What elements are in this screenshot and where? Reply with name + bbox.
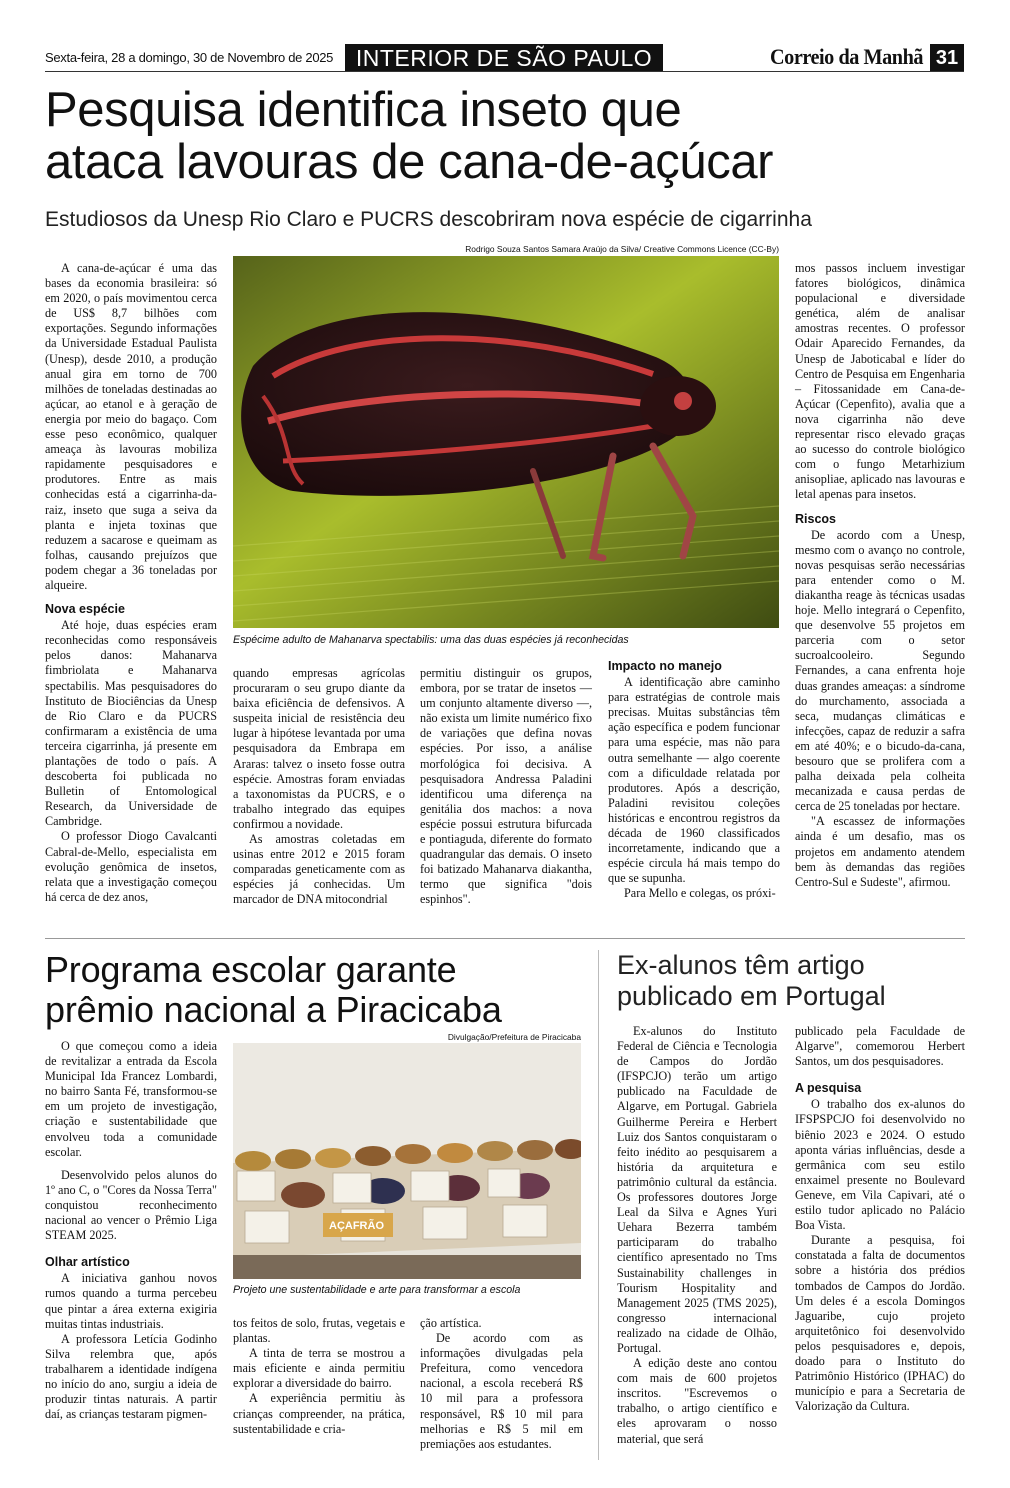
article1-col3 (420, 666, 592, 908)
article2-col1-p1: O que começou como a ideia de revitalizar a entrada da Escola Municipal Ida Francez Lombardi, no bairro Santa Fé, transformou-se em um projeto de investigação, criação e sustentabilidade que envolveu toda a comunidade escolar. (45, 1039, 217, 1159)
article3-headline-line2: publicado em Portugal (617, 981, 886, 1011)
subhead-riscos: Riscos (795, 511, 836, 526)
article3-col1-p1: Ex-alunos do Instituto Federal de Ciência e Tecnologia de Campos do Jordão (IFSPCJO) terão um artigo publicado na Faculdade de Algarve, em Portugal. Gabriela Guilherme Pereira e Herbert Luiz dos Santos conquistaram o feito inédito ao pesquisarem a história da arquitetura e patrimônio cultural da estância. Os professores doutores Jorge Leal da Silva e Agnes Yuri Uehara Bezerra também participaram do trabalho científico apresentado no Tms Sustainability challenges in Tourism Hospitality and Management 2025 (TMS 2025), congresso internacional realizado na cidade de Olhão, Portugal. (617, 1024, 777, 1355)
school-photo (233, 1043, 581, 1279)
edition-date: Sexta-feira, 28 a domingo, 30 de Novembro de 2025 (45, 50, 334, 65)
masthead-logo: Correio da Manhã (770, 44, 924, 69)
article1-headline (45, 84, 975, 188)
article3-headline (617, 950, 967, 1012)
article1-col2-p2: As amostras coletadas em usinas entre 2012 e 2015 foram comparadas geneticamente com as espécies já conhecidas. Um marcador de DNA mitocondrial (233, 832, 405, 907)
article2-photo-credit: Divulgação/Prefeitura de Piracicaba (447, 1032, 581, 1042)
article2-col1-p4: A professora Letícia Godinho Silva relembra que, após trabalharem a identidade indígena no início do ano, surgiu a ideia de produzir tintas naturais. A partir daí, as crianças testaram pigmen- (45, 1331, 217, 1422)
subhead-olhar-artistico: Olhar artístico (45, 1255, 130, 1270)
article1-col5 (795, 261, 965, 890)
article2-col1 (45, 1039, 217, 1422)
acafrao-card-label: AÇAFRÃO (329, 1220, 384, 1232)
article3-col2 (795, 1024, 965, 1414)
article1-intro: A cana-de-açúcar é uma das bases da economia brasileira: só em 2020, o país movimentou cerca de US$ 8,7 bilhões com exportações. Segundo informações da Universidade Estadual Paulista (Unesp), desde 2010, a produção anual gira em torno de 700 milhões de toneladas destinadas ao açúcar, ao etanol e à geração de energia por meio do bagaço. Com esse peso econômico, qualquer ameaça às lavouras mobiliza rapidamente pesquisadores e produtores. Entre as mais conhecidas está a cigarrinha-da-raiz, inseto que suga a seiva da planta e injeta toxinas que reduzem a sacarose e queimam as folhas, causando prejuízos que podem chegar a 36 toneladas por alqueire. (45, 261, 217, 592)
article1-col1-p2: Até hoje, duas espécies eram reconhecidas como responsáveis pelos danos: Mahanarva fimbriolata e Mahanarva spectabilis. Mas pesquisadores do Instituto de Biociências da Unesp de Rio Claro e da PUCRS confirmaram a existência de uma terceira cigarrinha, já presente em plantações de todo o país. A descoberta foi publicada no Bulletin of Entomological Research, da Universidade de Cambridge. (45, 618, 217, 829)
school-photo-image (233, 1043, 581, 1279)
article1-col2-p1: quando empresas agrícolas procuraram o seu grupo diante da baixa eficiência de defensivos. A suspeita inicial de resistência deu lugar à hipótese levantada por uma pesquisadora da Embrapa em Araras: talvez o inseto fosse outra espécie. Amostras foram enviadas a taxonomistas da PUCRS, e o trabalho integrado das equipes confirmou a novidade. (233, 666, 405, 831)
section-separator (45, 938, 965, 939)
article1-col4-p1: A identificação abre caminho para estratégias de controle mais precisas. Muitas substâncias têm ação específica e podem funcionar para uma espécie, mas não para outra semelhante — algo coerente com a dificuldade relatada por produtores. Após a descrição, Paladini revisitou coleções históricas e encontrou registros da década de 1960 classificados incorretamente, indicando que a espécie circula há mais tempo do que se supunha. (608, 675, 780, 886)
article1-headline-line1: Pesquisa identifica inseto que (45, 83, 682, 137)
article1-photo-caption: Espécime adulto de Mahanarva spectabilis: uma das duas espécies já reconhecidas (233, 634, 629, 646)
article2-headline-line2: prêmio nacional a Piracicaba (45, 989, 502, 1030)
article1-col5-p3: "A escassez de informações ainda é um desafio, mas os projetos em andamento atendem bem às demandas das regiões Centro-Sul e Sudeste", afirmou. (795, 814, 965, 889)
article1-photo-credit: Rodrigo Souza Santos Samara Araújo da Silva/ Creative Commons Licence (CC-By) (465, 244, 779, 254)
article2-col2-p1: tos feitos de solo, frutas, vegetais e plantas. (233, 1316, 405, 1346)
article1-col1-p3: O professor Diogo Cavalcanti Cabral-de-Mello, especialista em evolução genômica de insetos, relata que a investigação começou há cerca de dez anos, (45, 829, 217, 904)
article3-headline-line1: Ex-alunos têm artigo (617, 950, 865, 980)
article2-col1-p3: A iniciativa ganhou novos rumos quando a turma percebeu que pintar a área externa exigiria muitas tintas industriais. (45, 1271, 217, 1331)
article3-col2-p2: O trabalho dos ex-alunos do IFSPSPCJO foi desenvolvido no biênio 2023 e 2024. O estudo aponta várias influências, desde a germânica com seu estilo enxaimel presente no Boulevard Geneve, em Vila Capivari, até o estilo tudor aplicado no Palácio Boa Vista. (795, 1097, 965, 1233)
article3-col1 (617, 1024, 777, 1447)
article2-col1-p2: Desenvolvido pelos alunos do 1º ano C, o "Cores da Nossa Terra" conquistou reconhecimento nacional ao vencer o Prêmio Liga STEAM 2025. (45, 1167, 217, 1243)
subhead-nova-especie: Nova espécie (45, 602, 125, 617)
header-rule (45, 71, 964, 72)
article2-col3-p1: ção artística. (420, 1316, 482, 1330)
article2-headline (45, 950, 605, 1030)
subhead-impacto: Impacto no manejo (608, 659, 722, 673)
insect-photo (233, 256, 779, 628)
article2-col2-p2: A tinta de terra se mostrou a mais eficiente e ainda permitiu explorar a diversidade do bairro. (233, 1346, 405, 1391)
article3-col1-p2: A edição deste ano contou com mais de 600 projetos inscritos. "Escrevemos o trabalho, o artigo científico e eles aprovaram o nosso material, que será (617, 1356, 777, 1446)
article1-headline-line2: ataca lavouras de cana-de-açúcar (45, 135, 774, 189)
article2-col3 (420, 1316, 583, 1452)
article2-col3-p2: De acordo com as informações divulgadas pela Prefeitura, como vencedora nacional, a escola receberá R$ 10 mil para a professora responsável, R$ 10 mil para melhorias e R$ 5 mil em premiações aos estudantes. (420, 1331, 583, 1451)
page-number: 31 (930, 44, 964, 72)
article1-col3-p1: permitiu distinguir os grupos, embora, por se tratar de insetos — um conjunto altamente diverso —, não exista um limite numérico fixo de variações que defina novas espécies. Por isso, a análise morfológica foi decisiva. A pesquisadora Andressa Paladini identificou uma diferença na genitália dos machos: a nova espécie possui estrutura bifurcada e pontiaguda, diferente do formato quadrangular das demais. O inseto foi batizado Mahanarva diakantha, termo que significa "dois espinhos". (420, 666, 592, 907)
article1-col5-p1: mos passos incluem investigar fatores biológicos, dinâmica populacional e diversidade genética, além de analisar amostras recentes. O professor Odair Aparecido Fernandes, da Unesp de Jaboticabal e líder do Centro de Pesquisa em Engenharia – Fitossanidade em Cana-de-Açúcar (Cepenfito), avalia que a nova cigarrinha não deve representar risco elevado graças ao sucesso do controle biológico com o fungo Metarhizium anisopliae, aplicado nas lavouras e letal apenas para insetos. (795, 261, 965, 502)
article2-col2 (233, 1316, 405, 1437)
subhead-a-pesquisa: A pesquisa (795, 1081, 862, 1096)
article2-col2-p3: A experiência permitiu às crianças compreender, na prática, sustentabilidade e cria- (233, 1391, 405, 1436)
article1-col5-p2: De acordo com a Unesp, mesmo com o avanço no controle, novas pesquisas serão necessárias para entender como o M. diakantha reage às técnicas usadas hoje. Mello integrará o Cepenfito, que desenvolve 55 projetos em parceria com o setor sucroalcooleiro. Segundo Fernandes, a cana enfrenta hoje duas grandes ameaças: a síndrome do murchamento, associada a seca, mudanças climáticas e infecções, capaz de reduzir a safra em até 40%; e o bicudo-da-cana, besouro que se prolifera com a palha deixada pela colheita mecanizada e causa perdas de cerca de 25 toneladas por hectare. (795, 527, 965, 814)
article1-col4 (608, 659, 780, 902)
article1-col1 (45, 261, 217, 905)
article1-subtitle: Estudiosos da Unesp Rio Claro e PUCRS descobriram nova espécie de cigarrinha (45, 208, 812, 231)
article1-col4-p2: Para Mello e colegas, os próxi- (624, 886, 776, 901)
article3-col2-p1: publicado pela Faculdade de Algarve", comemorou Herbert Santos, um dos pesquisadores. (795, 1024, 965, 1069)
article3-col2-p3: Durante a pesquisa, foi constatada a falta de documentos sobre a história dos prédios tombados de Campos do Jordão. Um deles é a escola Domingos Jaguaribe, cujo projeto arquitetônico foi desenvolvido pelos pesquisadores e, depois, doado para o Instituto do Patrimônio Histórico (IPHAC) do município e para a Secretaria de Valorização da Cultura. (795, 1233, 965, 1414)
article2-headline-line1: Programa escolar garante (45, 949, 457, 990)
article1-col2 (233, 666, 405, 908)
insect-photo-image (233, 256, 779, 628)
section-banner: INTERIOR DE SÃO PAULO (345, 44, 663, 72)
article2-photo-caption: Projeto une sustentabilidade e arte para transformar a escola (233, 1284, 521, 1296)
